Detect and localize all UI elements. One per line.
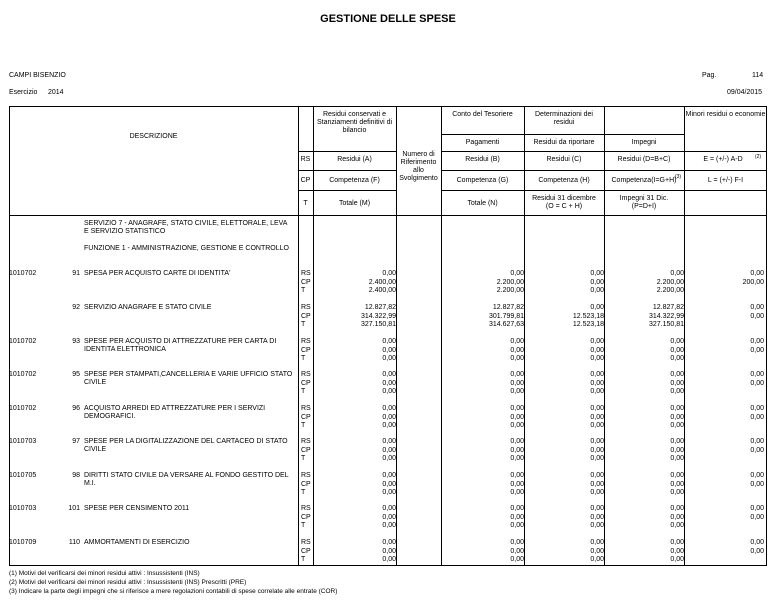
value-e: 0,00	[750, 472, 764, 479]
value-a: 0,00	[382, 338, 396, 345]
value-b: 301.799,81	[488, 312, 524, 320]
section-funzione: FUNZIONE 1 - AMMINISTRAZIONE, GESTIONE E CONTROLLO	[84, 245, 289, 252]
value-a: 0,00	[382, 355, 396, 362]
header-cp: CP	[300, 177, 311, 184]
value-e: 200,00	[742, 278, 764, 286]
value-c: 0,00	[590, 388, 604, 395]
header-rs: RS	[300, 156, 311, 163]
value-c: 0,00	[590, 304, 604, 311]
value-d: 0,00	[670, 472, 684, 479]
value-c: 0,00	[590, 522, 604, 529]
table-row	[9, 371, 767, 398]
value-d: 0,00	[670, 270, 684, 277]
header-numero-rif: Numero di Riferimento allo Svolgimento	[399, 151, 438, 182]
row-type-rs: RS	[301, 472, 311, 479]
value-e: 0,00	[750, 371, 764, 378]
value-a: 12.827,82	[364, 304, 396, 311]
value-a: 0,00	[382, 480, 396, 488]
value-d: 12.827,82	[652, 304, 684, 311]
page-number: 114	[752, 72, 764, 79]
row-type-rs: RS	[301, 270, 311, 277]
value-e: 0,00	[750, 270, 764, 277]
value-c: 0,00	[590, 556, 604, 563]
value-d: 2.200,00	[656, 287, 684, 294]
value-a: 0,00	[382, 438, 396, 445]
value-a: 314.322,99	[360, 312, 396, 320]
value-b: 0,00	[510, 472, 524, 479]
value-a: 2.400,00	[368, 278, 396, 286]
header-residui-b: Residui (B)	[465, 156, 500, 163]
footnote-1: (1) Motivi del verificarsi dei minori residui attivi : Insussistenti (INS)	[9, 570, 200, 577]
row-type-cp: CP	[301, 278, 311, 286]
value-c: 0,00	[590, 405, 604, 412]
value-a: 0,00	[382, 539, 396, 546]
value-d: 0,00	[670, 355, 684, 362]
row-type-t: T	[301, 321, 306, 328]
value-a: 0,00	[382, 455, 396, 462]
header-t: T	[303, 200, 308, 207]
value-a: 0,00	[382, 405, 396, 412]
header-formula-l: L = (+/-) F-I	[707, 177, 744, 184]
table-row	[9, 438, 767, 465]
header-descrizione: DESCRIZIONE	[129, 133, 178, 140]
value-d: 0,00	[670, 422, 684, 429]
row-description: SPESE PER STAMPATI,CANCELLERIA E VARIE UFFICIO STATO CIVILE	[84, 371, 293, 386]
row-number: 91	[72, 270, 80, 277]
header-residui-d: Residui (D=B+C)	[617, 156, 671, 163]
value-b: 0,00	[510, 455, 524, 462]
row-type-cp: CP	[301, 346, 311, 354]
value-a: 0,00	[382, 489, 396, 496]
value-c: 0,00	[590, 379, 604, 387]
header-residui-31: Residui 31 dicembre (O = C + H)	[532, 195, 596, 210]
year-value: 2014	[48, 89, 64, 96]
header-totale-m: Totale (M)	[338, 200, 371, 207]
table-row	[9, 405, 767, 432]
row-code: 1010703	[9, 505, 37, 512]
value-c: 0,00	[590, 346, 604, 354]
row-code: 1010702	[9, 405, 37, 412]
header-residui-c: Residui (C)	[546, 156, 582, 163]
value-b: 0,00	[510, 355, 524, 362]
row-type-cp: CP	[301, 446, 311, 454]
value-c: 0,00	[590, 278, 604, 286]
value-e: 0,00	[750, 480, 764, 488]
value-b: 0,00	[510, 270, 524, 277]
table-row	[9, 270, 767, 297]
value-a: 0,00	[382, 413, 396, 421]
header-residui-riportare: Residui da riportare	[533, 139, 595, 146]
value-a: 0,00	[382, 513, 396, 521]
header-competenza-g: Competenza (G)	[456, 177, 509, 184]
value-a: 0,00	[382, 446, 396, 454]
header-competenza-h: Competenza (H)	[538, 177, 590, 184]
value-d: 0,00	[670, 346, 684, 354]
value-a: 327.150,81	[360, 321, 396, 328]
row-type-rs: RS	[301, 304, 311, 311]
table-row	[9, 472, 767, 499]
value-c: 0,00	[590, 547, 604, 555]
value-d: 0,00	[670, 505, 684, 512]
value-c: 0,00	[590, 446, 604, 454]
subheader-divider	[441, 134, 684, 135]
value-d: 0,00	[670, 379, 684, 387]
value-d: 314.322,99	[648, 312, 684, 320]
header-residui-conservati: Residui conservati e Stanziamenti definitivi di bilancio	[316, 111, 393, 134]
row-type-rs: RS	[301, 405, 311, 412]
value-c: 0,00	[590, 338, 604, 345]
value-b: 0,00	[510, 346, 524, 354]
row-type-t: T	[301, 489, 306, 496]
value-c: 0,00	[590, 287, 604, 294]
row-type-t: T	[301, 556, 306, 563]
row-number: 101	[68, 505, 80, 512]
header-minori-residui: Minori residui o economie	[685, 111, 766, 118]
value-d: 0,00	[670, 489, 684, 496]
row-type-rs: RS	[301, 371, 311, 378]
value-c: 12.523,18	[572, 312, 604, 320]
value-c: 0,00	[590, 438, 604, 445]
value-e: 0,00	[750, 547, 764, 555]
value-c: 0,00	[590, 355, 604, 362]
value-a: 0,00	[382, 346, 396, 354]
row-description: SPESE PER ACQUISTO DI ATTREZZATURE PER CARTA DI IDENTITA ELETTRONICA	[84, 338, 277, 353]
value-c: 0,00	[590, 270, 604, 277]
row-description: AMMORTAMENTI DI ESERCIZIO	[84, 539, 190, 546]
value-b: 0,00	[510, 379, 524, 387]
value-c: 0,00	[590, 371, 604, 378]
row-code: 1010702	[9, 338, 37, 345]
value-e: 0,00	[750, 405, 764, 412]
value-e: 0,00	[750, 438, 764, 445]
value-d: 0,00	[670, 455, 684, 462]
value-c: 0,00	[590, 472, 604, 479]
report-date: 09/04/2015	[727, 89, 763, 96]
row-code: 1010709	[9, 539, 37, 546]
value-b: 0,00	[510, 438, 524, 445]
value-c: 12.523,18	[572, 321, 604, 328]
footnote-2: (2) Motivi del verificarsi dei minori residui attivi : Insussistenti (INS) Prescritti (PRE)	[9, 579, 247, 586]
value-d: 0,00	[670, 405, 684, 412]
value-e: 0,00	[750, 312, 764, 320]
value-d: 0,00	[670, 539, 684, 546]
value-e: 0,00	[750, 304, 764, 311]
value-d: 0,00	[670, 338, 684, 345]
value-a: 0,00	[382, 371, 396, 378]
value-d: 327.150,81	[648, 321, 684, 328]
value-a: 0,00	[382, 379, 396, 387]
header-impegni: Impegni	[631, 139, 657, 146]
value-d: 2.200,00	[656, 278, 684, 286]
value-c: 0,00	[590, 505, 604, 512]
value-b: 0,00	[510, 446, 524, 454]
table-row	[9, 304, 767, 331]
row-type-t: T	[301, 355, 306, 362]
value-a: 0,00	[382, 547, 396, 555]
value-b: 0,00	[510, 513, 524, 521]
value-b: 0,00	[510, 480, 524, 488]
value-b: 12.827,82	[492, 304, 524, 311]
value-b: 2.200,00	[496, 278, 524, 286]
value-c: 0,00	[590, 422, 604, 429]
row-number: 98	[72, 472, 80, 479]
page-label: Pag.	[702, 72, 717, 79]
header-note-3: (3)	[674, 174, 682, 180]
value-c: 0,00	[590, 480, 604, 488]
row-description: SPESE PER LA DIGITALIZZAZIONE DEL CARTACEO DI STATO CIVILE	[84, 438, 288, 453]
value-a: 2.400,00	[368, 287, 396, 294]
header-conto-tesoriere: Conto del Tesoriere	[452, 111, 513, 118]
row-number: 93	[72, 338, 80, 345]
row-code: 1010705	[9, 472, 37, 479]
value-a: 0,00	[382, 388, 396, 395]
entity-name: CAMPI BISENZIO	[9, 72, 66, 79]
value-e: 0,00	[750, 379, 764, 387]
value-a: 0,00	[382, 505, 396, 512]
row-type-rs: RS	[301, 505, 311, 512]
value-b: 0,00	[510, 522, 524, 529]
row-number: 92	[72, 304, 80, 311]
row-type-cp: CP	[301, 413, 311, 421]
row-type-t: T	[301, 287, 306, 294]
header-competenza-i: Competenza(I=G+H)	[611, 177, 677, 184]
value-d: 0,00	[670, 388, 684, 395]
row-type-t: T	[301, 422, 306, 429]
row-type-cp: CP	[301, 480, 311, 488]
value-a: 0,00	[382, 556, 396, 563]
value-b: 0,00	[510, 371, 524, 378]
value-d: 0,00	[670, 371, 684, 378]
value-a: 0,00	[382, 472, 396, 479]
row-code: 1010702	[9, 371, 37, 378]
value-b: 0,00	[510, 556, 524, 563]
header-competenza-f: Competenza (F)	[329, 177, 380, 184]
row-type-t: T	[301, 455, 306, 462]
value-c: 0,00	[590, 489, 604, 496]
row-type-t: T	[301, 522, 306, 529]
row-number: 95	[72, 371, 80, 378]
section-servizio: SERVIZIO 7 - ANAGRAFE, STATO CIVILE, ELETTORALE, LEVA E SERVIZIO STATISTICO	[84, 220, 288, 235]
value-d: 0,00	[670, 547, 684, 555]
value-b: 0,00	[510, 388, 524, 395]
footnote-3: (3) Indicare la parte degli impegni che si riferisce a mere regolazioni contabili di spese correlate alle entrate (COR)	[9, 588, 338, 595]
value-b: 314.627,63	[488, 321, 524, 328]
row-number: 97	[72, 438, 80, 445]
row-code: 1010703	[9, 438, 37, 445]
row-description: SERVIZIO ANAGRAFE E STATO CIVILE	[84, 304, 212, 311]
value-e: 0,00	[750, 346, 764, 354]
header-formula-e: E = (+/-) A-D	[703, 156, 743, 163]
header-determinazioni: Determinazioni dei residui	[535, 111, 593, 126]
table-row	[9, 539, 767, 566]
value-d: 0,00	[670, 513, 684, 521]
year-label: Esercizio	[9, 89, 38, 96]
value-a: 0,00	[382, 422, 396, 429]
value-c: 0,00	[590, 413, 604, 421]
row-code: 1010702	[9, 270, 37, 277]
value-b: 0,00	[510, 422, 524, 429]
header-totale-n: Totale (N)	[467, 200, 498, 207]
row-description: ACQUISTO ARREDI ED ATTREZZATURE PER I SERVIZI DEMOGRAFICI.	[84, 405, 266, 420]
header-pagamenti: Pagamenti	[465, 139, 500, 146]
row-type-cp: CP	[301, 379, 311, 387]
header-residui-a: Residui (A)	[337, 156, 372, 163]
header-impegni-31: Impegni 31 Dic. (P=D+I)	[619, 195, 669, 210]
row-description: SPESE PER CENSIMENTO 2011	[84, 505, 190, 512]
value-e: 0,00	[750, 539, 764, 546]
value-e: 0,00	[750, 505, 764, 512]
header-divider	[9, 215, 767, 216]
row-type-rs: RS	[301, 338, 311, 345]
value-e: 0,00	[750, 338, 764, 345]
row-description: DIRITTI STATO CIVILE DA VERSARE AL FONDO GESTITO DEL M.I.	[84, 472, 289, 487]
page-title: GESTIONE DELLE SPESE	[320, 13, 456, 25]
table-row	[9, 338, 767, 365]
footnotes	[9, 569, 337, 596]
value-d: 0,00	[670, 446, 684, 454]
row-description: SPESA PER ACQUISTO CARTE DI IDENTITA'	[84, 270, 231, 277]
row-type-cp: CP	[301, 513, 311, 521]
value-d: 0,00	[670, 438, 684, 445]
row-type-t: T	[301, 388, 306, 395]
row-type-cp: CP	[301, 547, 311, 555]
value-e: 0,00	[750, 513, 764, 521]
value-d: 0,00	[670, 556, 684, 563]
row-type-cp: CP	[301, 312, 311, 320]
row-number: 110	[68, 539, 80, 546]
value-a: 0,00	[382, 270, 396, 277]
value-b: 0,00	[510, 539, 524, 546]
header-note-2: (2)	[754, 154, 762, 160]
value-d: 0,00	[670, 522, 684, 529]
value-a: 0,00	[382, 522, 396, 529]
value-d: 0,00	[670, 480, 684, 488]
value-b: 0,00	[510, 405, 524, 412]
value-b: 0,00	[510, 547, 524, 555]
value-c: 0,00	[590, 539, 604, 546]
value-c: 0,00	[590, 513, 604, 521]
row-type-rs: RS	[301, 438, 311, 445]
value-b: 0,00	[510, 338, 524, 345]
row-type-rs: RS	[301, 539, 311, 546]
value-b: 0,00	[510, 413, 524, 421]
value-b: 2.200,00	[496, 287, 524, 294]
value-c: 0,00	[590, 455, 604, 462]
value-b: 0,00	[510, 489, 524, 496]
table-row	[9, 505, 767, 532]
row-number: 96	[72, 405, 80, 412]
value-e: 0,00	[750, 446, 764, 454]
value-e: 0,00	[750, 413, 764, 421]
value-d: 0,00	[670, 413, 684, 421]
value-b: 0,00	[510, 505, 524, 512]
